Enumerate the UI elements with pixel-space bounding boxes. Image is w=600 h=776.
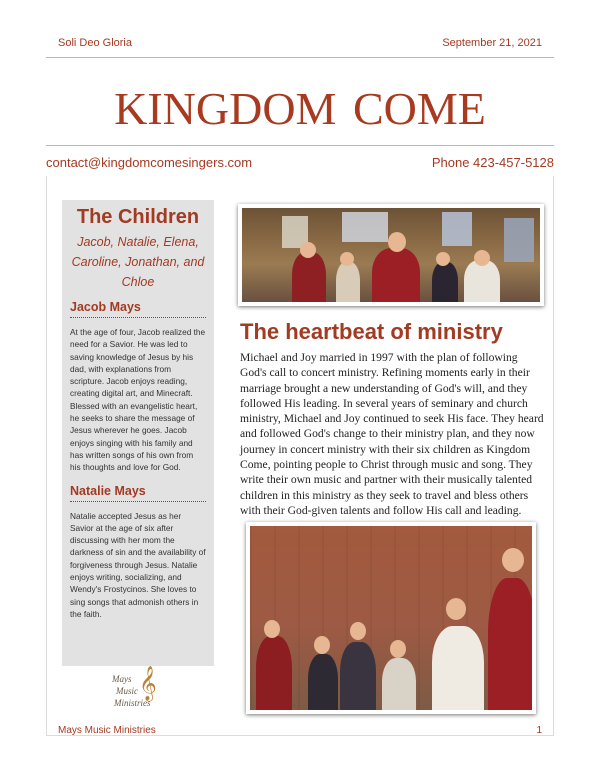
issue-date: September 21, 2021 <box>442 37 542 49</box>
footer-org: Mays Music Ministries <box>58 725 156 736</box>
logo-line-1: Mays <box>112 674 132 684</box>
treble-clef-icon: 𝄞 <box>139 666 157 701</box>
section-heading-jacob: Jacob Mays <box>70 300 206 318</box>
motto: Soli Deo Gloria <box>58 37 132 49</box>
section-text-jacob: At the age of four, Jacob realized the need for a Savior. He was led to saving knowledge of Jesus by his dad, with explanations from scripture. Jacob enjoys reading, creating digital art, and Minecraft. Blessed with an evangelistic heart, he seeks to share the message of Jesus wherever he goes. Jacob enjoys singing with his family and has written songs of his own from his thoughts and love for God. <box>70 327 206 473</box>
header-rule <box>46 57 554 58</box>
contact-rule <box>46 145 554 146</box>
section-heading-natalie: Natalie Mays <box>70 484 206 502</box>
sidebar-title: The Children <box>76 206 200 228</box>
page-number: 1 <box>536 725 542 736</box>
article-body: Michael and Joy married in 1997 with the plan of following God's call to concert ministry. Refining moments early in their marriage brought a new understanding of God's will, and they followed His leading. In several years of seminary and church ministry, Michael and Joy continued to seek His face. They heard and followed God's change to their ministry plan, and they now journey in concert ministry with their six children as Kingdom Come, pointing people to Christ through music and song. They write their own music and partner with their musically talented children in this ministry as they seek to travel and bless others with their God-given talents and follow His call and leading. <box>240 351 544 517</box>
section-text-natalie: Natalie accepted Jesus as her Savior at the age of six after discussing with her mom the darkness of sin and the availability of forgiveness through Jesus. Natalie enjoys writing, socializing, and Wendy's Frostycinos. She loves to sing songs that admonish others in the faith. <box>70 510 206 619</box>
logo-line-2: Music <box>116 686 138 696</box>
ministry-logo <box>106 668 166 712</box>
contact-phone: Phone 423-457-5128 <box>431 155 554 170</box>
masthead-title: kingdom come <box>114 66 486 139</box>
children-names: Jacob, Natalie, Elena, Caroline, Jonathan, and Chloe <box>71 235 205 289</box>
logo-line-3: Ministries <box>114 698 151 708</box>
sidebar <box>62 200 214 666</box>
contact-email[interactable]: contact@kingdomcomesingers.com <box>46 155 253 170</box>
family-photo-singing <box>246 522 536 714</box>
family-photo-chapel <box>238 204 544 306</box>
article-heading: The heartbeat of ministry <box>240 319 503 344</box>
